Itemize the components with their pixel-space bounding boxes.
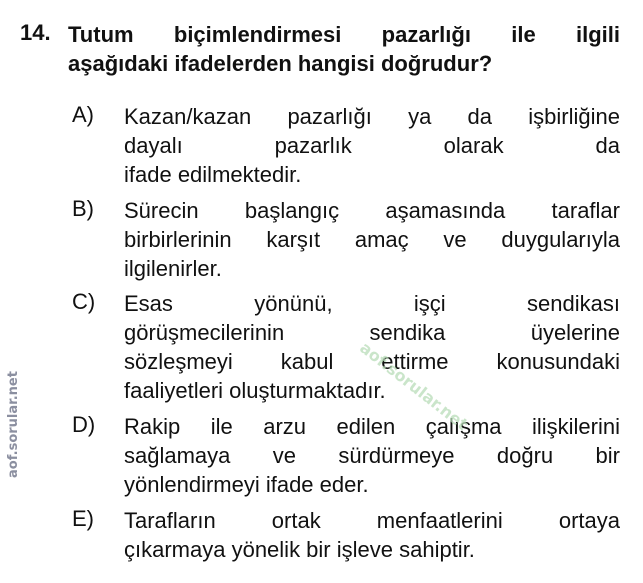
side-watermark: aof.sorular.net bbox=[6, 371, 21, 478]
option-a-line: Kazan/kazan pazarlığı ya da işbirliğine bbox=[124, 104, 620, 129]
option-c-letter: C) bbox=[72, 289, 96, 314]
option-c-line: Esas yönünü, işçi sendikası bbox=[124, 291, 620, 316]
option-d-letter: D) bbox=[72, 412, 96, 437]
option-e-letter: E) bbox=[72, 506, 94, 531]
option-e-text bbox=[124, 506, 620, 564]
option-c-line: faaliyetleri oluşturmaktadır. bbox=[124, 378, 386, 403]
option-b-line: birbirlerinin karşıt amaç ve duygularıyla bbox=[124, 227, 620, 252]
option-d-line: yönlendirmeyi ifade eder. bbox=[124, 472, 369, 497]
option-a-line: ifade edilmektedir. bbox=[124, 162, 302, 187]
option-d-line: Rakip ile arzu edilen çalışma ilişkilerini bbox=[124, 414, 620, 439]
option-b-text bbox=[124, 196, 620, 283]
center-watermark: aof.sorular.net bbox=[356, 338, 472, 434]
question-number: 14. bbox=[20, 20, 51, 45]
question-stem-line: Tutum biçimlendirmesi pazarlığı ile ilgili bbox=[68, 22, 620, 47]
option-a-line: dayalı pazarlık olarak da bbox=[124, 133, 620, 158]
option-a-letter: A) bbox=[72, 102, 94, 127]
option-b-line: Sürecin başlangıç aşamasında taraflar bbox=[124, 198, 620, 223]
option-c-line: görüşmecilerinin sendika üyelerine bbox=[124, 320, 620, 345]
option-e-line: Tarafların ortak menfaatlerini ortaya bbox=[124, 508, 620, 533]
option-b-letter: B) bbox=[72, 196, 94, 221]
option-d-text bbox=[124, 412, 620, 499]
question-stem bbox=[68, 20, 620, 78]
option-c-line: sözleşmeyi kabul ettirme konusundaki bbox=[124, 349, 620, 374]
option-d-line: sağlamaya ve sürdürmeye doğru bir bbox=[124, 443, 620, 468]
option-b-line: ilgilenirler. bbox=[124, 256, 222, 281]
option-e-line: çıkarmaya yönelik bir işleve sahiptir. bbox=[124, 537, 475, 562]
option-a-text bbox=[124, 102, 620, 189]
question-stem-line: aşağıdaki ifadelerden hangisi doğrudur? bbox=[68, 51, 493, 76]
